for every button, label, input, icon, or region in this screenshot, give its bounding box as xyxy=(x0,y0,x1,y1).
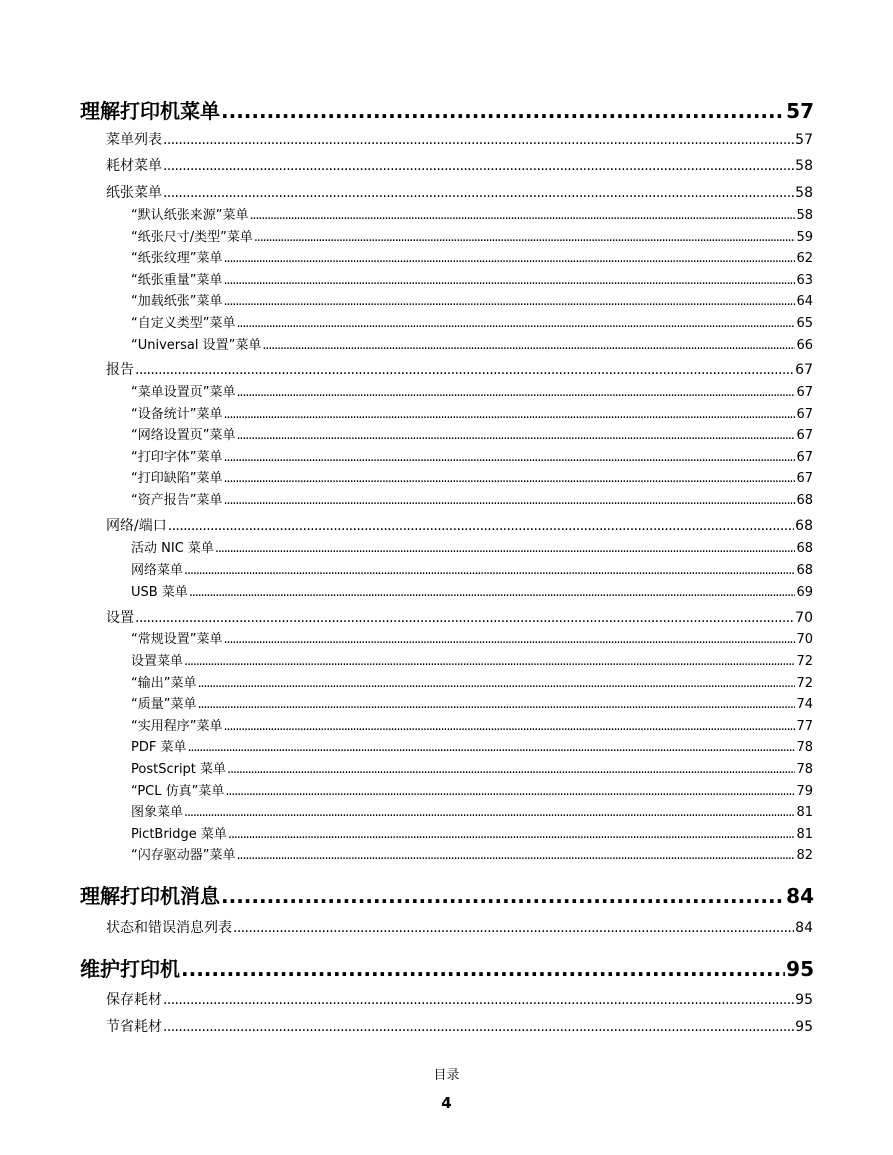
toc-dot-leader xyxy=(223,272,795,289)
toc-entry-page: 62 xyxy=(796,251,813,266)
toc-entry[interactable] xyxy=(131,272,813,289)
toc-entry-page: 81 xyxy=(796,805,813,820)
toc-entry-title: “自定义类型”菜单 xyxy=(131,316,236,331)
toc-entry[interactable] xyxy=(131,229,813,246)
toc-entry-title: 理解打印机菜单 xyxy=(80,99,220,123)
toc-entry-title: “菜单设置页”菜单 xyxy=(131,385,236,400)
toc-entry-page: 78 xyxy=(796,740,813,755)
toc-entry-page: 74 xyxy=(796,697,813,712)
toc-dot-leader xyxy=(187,739,795,756)
toc-entry-title: “设备统计”菜单 xyxy=(131,407,223,422)
toc-dot-leader xyxy=(254,229,796,246)
toc-entry[interactable] xyxy=(131,718,813,735)
toc-entry-page: 66 xyxy=(796,338,813,353)
toc-dot-leader xyxy=(223,718,795,735)
toc-entry-title: 状态和错误消息列表 xyxy=(106,920,232,936)
toc-dot-leader xyxy=(223,492,795,509)
toc-entry-title: “质量”菜单 xyxy=(131,697,197,712)
toc-dot-leader xyxy=(181,956,785,982)
toc-entry-page: 67 xyxy=(796,428,813,443)
toc-entry-page: 58 xyxy=(795,185,813,201)
toc-entry[interactable] xyxy=(131,250,813,267)
toc-entry[interactable] xyxy=(131,631,813,648)
toc-dot-leader xyxy=(236,384,795,401)
toc-entry[interactable] xyxy=(106,991,813,1009)
toc-dot-leader xyxy=(249,207,795,224)
toc-entry[interactable] xyxy=(131,207,813,224)
toc-entry-title: “Universal 设置”菜单 xyxy=(131,338,262,353)
toc-dot-leader xyxy=(223,470,795,487)
toc-entry-page: 72 xyxy=(796,676,813,691)
toc-entry-title: “加载纸张”菜单 xyxy=(131,294,223,309)
toc-entry[interactable] xyxy=(131,761,813,778)
toc-dot-leader xyxy=(227,761,795,778)
toc-entry-title: “资产报告”菜单 xyxy=(131,493,223,508)
toc-dot-leader xyxy=(184,562,795,579)
toc-entry-title: 网络/端口 xyxy=(106,518,167,534)
footer-page-number: 4 xyxy=(441,1094,452,1112)
toc-entry-page: 67 xyxy=(796,471,813,486)
toc-entry-page: 58 xyxy=(796,208,813,223)
toc-entry[interactable] xyxy=(131,449,813,466)
toc-entry-page: 78 xyxy=(796,762,813,777)
toc-entry-page: 68 xyxy=(795,518,813,534)
toc-entry-title: PostScript 菜单 xyxy=(131,762,227,777)
toc-entry-title: USB 菜单 xyxy=(131,585,188,600)
toc-dot-leader xyxy=(221,883,785,909)
toc-dot-leader xyxy=(223,406,795,423)
toc-dot-leader xyxy=(184,653,795,670)
toc-entry[interactable] xyxy=(106,361,813,379)
toc-dot-leader xyxy=(221,98,785,124)
toc-dot-leader xyxy=(189,584,796,601)
toc-dot-leader xyxy=(215,540,796,557)
toc-dot-leader xyxy=(184,804,795,821)
toc-entry-title: “纸张纹理”菜单 xyxy=(131,251,223,266)
toc-entry-page: 81 xyxy=(796,827,813,842)
toc-entry[interactable] xyxy=(131,804,813,821)
toc-dot-leader xyxy=(225,783,795,800)
toc-dot-leader xyxy=(163,131,794,149)
toc-entry[interactable] xyxy=(131,492,813,509)
toc-entry-title: 设置 xyxy=(106,610,134,626)
toc-entry-page: 64 xyxy=(796,294,813,309)
toc-dot-leader xyxy=(236,847,795,864)
toc-entry[interactable] xyxy=(80,98,814,124)
toc-entry-title: “打印字体”菜单 xyxy=(131,450,223,465)
toc-entry-page: 72 xyxy=(796,654,813,669)
toc-entry-title: “纸张重量”菜单 xyxy=(131,273,223,288)
toc-entry-page: 67 xyxy=(796,450,813,465)
toc-entry-page: 69 xyxy=(796,585,813,600)
toc-entry-page: 67 xyxy=(796,407,813,422)
toc-entry-page: 63 xyxy=(796,273,813,288)
toc-entry[interactable] xyxy=(131,739,813,756)
toc-entry-title: “打印缺陷”菜单 xyxy=(131,471,223,486)
toc-entry[interactable] xyxy=(106,609,813,627)
toc-entry-title: PictBridge 菜单 xyxy=(131,827,227,842)
toc-entry-title: 纸张菜单 xyxy=(106,185,162,201)
toc-entry-title: 网络菜单 xyxy=(131,563,184,578)
toc-entry[interactable] xyxy=(131,847,813,864)
toc-entry[interactable] xyxy=(131,293,813,310)
toc-entry-title: 图象菜单 xyxy=(131,805,184,820)
toc-entry-title: “闪存驱动器”菜单 xyxy=(131,848,236,863)
toc-entry-title: “实用程序”菜单 xyxy=(131,719,223,734)
toc-entry[interactable] xyxy=(106,1018,813,1036)
toc-entry[interactable] xyxy=(131,384,813,401)
toc-dot-leader xyxy=(163,157,794,175)
toc-dot-leader xyxy=(223,631,795,648)
toc-entry-page: 95 xyxy=(786,957,814,981)
toc-entry-page: 58 xyxy=(795,158,813,174)
toc-entry-title: 节省耗材 xyxy=(106,1019,162,1035)
toc-entry[interactable] xyxy=(80,956,814,982)
toc-entry-page: 68 xyxy=(796,541,813,556)
toc-entry-page: 65 xyxy=(796,316,813,331)
toc-dot-leader xyxy=(197,675,795,692)
toc-entry-page: 67 xyxy=(796,385,813,400)
toc-entry-title: PDF 菜单 xyxy=(131,740,187,755)
toc-entry-page: 77 xyxy=(796,719,813,734)
toc-entry-title: 菜单列表 xyxy=(106,132,162,148)
toc-entry-page: 68 xyxy=(796,493,813,508)
toc-entry[interactable] xyxy=(106,184,813,202)
toc-entry[interactable] xyxy=(131,653,813,670)
toc-entry-page: 57 xyxy=(795,132,813,148)
toc-entry-title: “纸张尺寸/类型”菜单 xyxy=(131,230,253,245)
toc-entry[interactable] xyxy=(106,131,813,149)
toc-entry-page: 59 xyxy=(796,230,813,245)
toc-entry[interactable] xyxy=(80,883,814,909)
toc-entry[interactable] xyxy=(131,584,813,601)
toc-entry-title: 活动 NIC 菜单 xyxy=(131,541,214,556)
toc-entry-page: 82 xyxy=(796,848,813,863)
toc-entry-title: “默认纸张来源”菜单 xyxy=(131,208,249,223)
toc-entry-title: 理解打印机消息 xyxy=(80,884,220,908)
toc-entry-page: 67 xyxy=(795,362,813,378)
toc-entry-page: 79 xyxy=(796,784,813,799)
toc-entry-page: 84 xyxy=(795,920,813,936)
toc-dot-leader xyxy=(163,1018,794,1036)
footer-section-title: 目录 xyxy=(433,1068,460,1083)
toc-dot-leader xyxy=(233,919,794,937)
toc-dot-leader xyxy=(168,517,794,535)
toc-entry-page: 95 xyxy=(795,1019,813,1035)
toc-entry[interactable] xyxy=(131,540,813,557)
toc-entry-title: 报告 xyxy=(106,362,134,378)
toc-dot-leader xyxy=(223,449,795,466)
toc-dot-leader xyxy=(223,293,795,310)
toc-entry-page: 68 xyxy=(796,563,813,578)
toc-dot-leader xyxy=(163,184,794,202)
toc-dot-leader xyxy=(163,991,794,1009)
toc-dot-leader xyxy=(223,250,795,267)
toc-entry-page: 70 xyxy=(796,632,813,647)
toc-entry-title: 维护打印机 xyxy=(80,957,180,981)
toc-entry-title: 设置菜单 xyxy=(131,654,184,669)
toc-entry[interactable] xyxy=(106,919,813,937)
toc-entry-page: 70 xyxy=(795,610,813,626)
toc-dot-leader xyxy=(236,427,795,444)
toc-entry-page: 95 xyxy=(795,992,813,1008)
toc-entry[interactable] xyxy=(131,315,813,332)
toc-entry[interactable] xyxy=(131,562,813,579)
toc-dot-leader xyxy=(135,609,794,627)
toc-entry[interactable] xyxy=(131,427,813,444)
toc-dot-leader xyxy=(262,337,795,354)
toc-dot-leader xyxy=(135,361,794,379)
toc-entry-page: 57 xyxy=(786,99,814,123)
toc-entry[interactable] xyxy=(131,406,813,423)
toc-entry[interactable] xyxy=(131,826,813,843)
toc-entry[interactable] xyxy=(106,157,813,175)
toc-entry-title: “输出”菜单 xyxy=(131,676,197,691)
toc-entry-title: “网络设置页”菜单 xyxy=(131,428,236,443)
toc-entry[interactable] xyxy=(131,675,813,692)
toc-entry[interactable] xyxy=(131,470,813,487)
toc-entry-title: “PCL 仿真”菜单 xyxy=(131,784,225,799)
toc-entry-page: 84 xyxy=(786,884,814,908)
toc-entry[interactable] xyxy=(131,783,813,800)
toc-entry-title: “常规设置”菜单 xyxy=(131,632,223,647)
toc-entry[interactable] xyxy=(131,337,813,354)
toc-entry-title: 耗材菜单 xyxy=(106,158,162,174)
toc-dot-leader xyxy=(228,826,796,843)
toc-dot-leader xyxy=(197,696,795,713)
toc-entry[interactable] xyxy=(106,517,813,535)
toc-entry-title: 保存耗材 xyxy=(106,992,162,1008)
toc-entry[interactable] xyxy=(131,696,813,713)
toc-dot-leader xyxy=(236,315,795,332)
